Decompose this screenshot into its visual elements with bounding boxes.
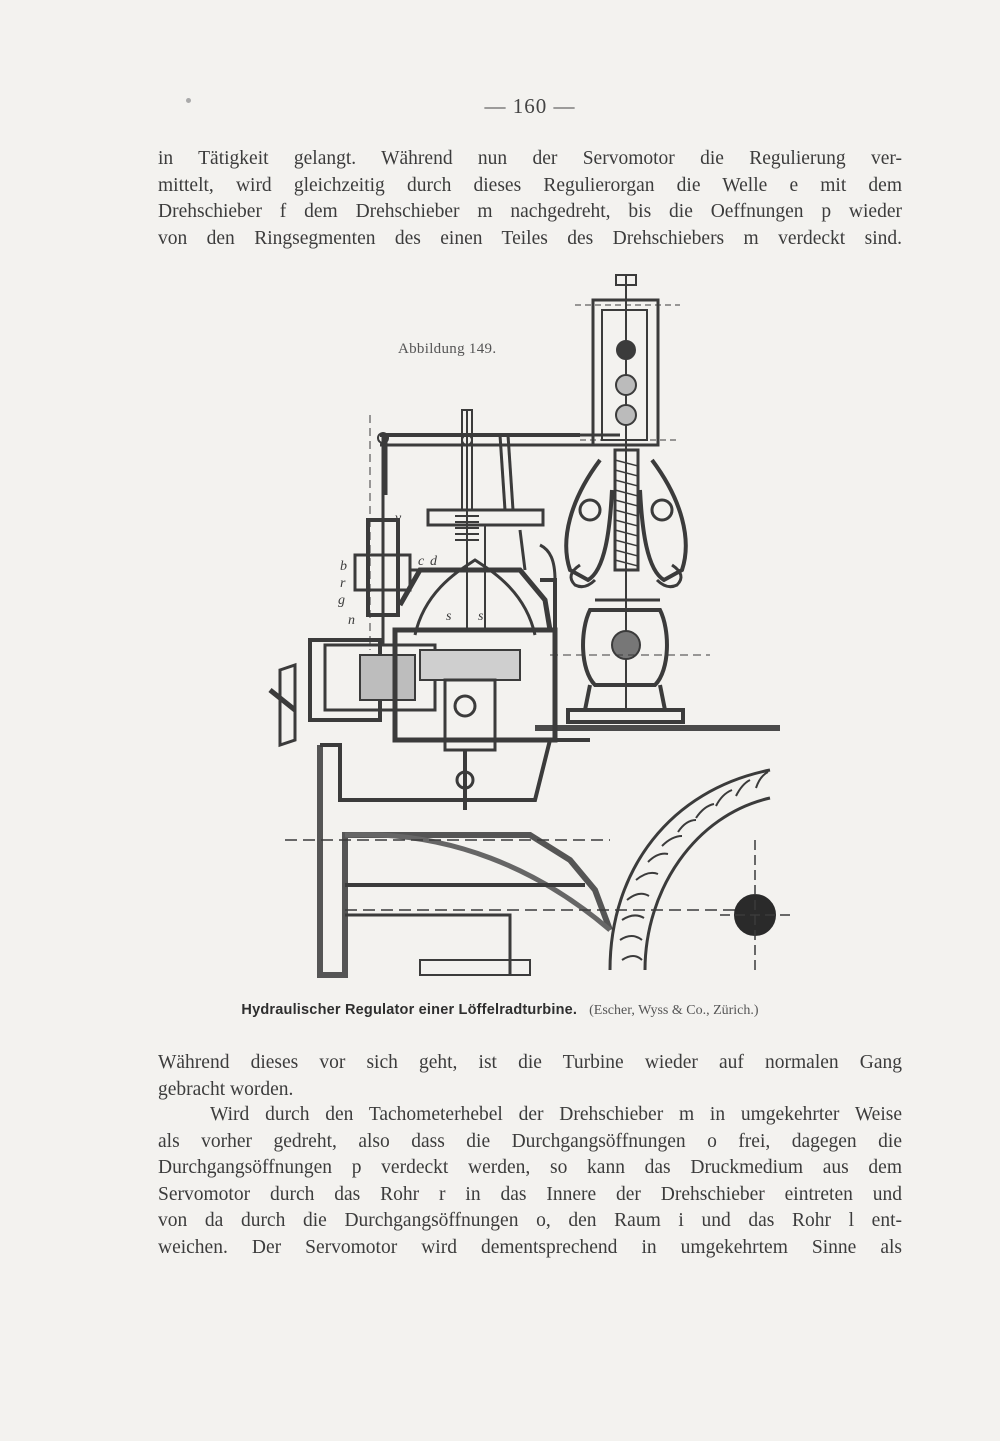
- linkage: [370, 410, 620, 650]
- paragraph-1: [158, 146, 902, 252]
- text-line: Während dieses vor sich geht, ist die Turbine wieder auf normalen Gang: [158, 1052, 902, 1073]
- page-number: — 160 —: [484, 94, 576, 118]
- label-d: d: [430, 554, 437, 569]
- text-line: als vorher gedreht, also dass die Durchgangsöffnungen o frei, dagegen die: [158, 1130, 902, 1152]
- label-n: n: [348, 613, 355, 628]
- text-line: von da durch die Durchgangsöffnungen o, den Raum i und das Rohr l ent-: [158, 1210, 902, 1231]
- paragraph-2: [158, 1050, 902, 1103]
- text-line: Servomotor durch das Rohr r in das Innere der Drehschieber eintreten und: [158, 1183, 902, 1205]
- paragraph-3: [158, 1102, 902, 1261]
- text-line: mittelt, wird gleichzeitig durch dieses Regulierorgan die Welle e mit dem: [158, 174, 902, 196]
- text-line: Durchgangsöffnungen p verdeckt werden, so kann das Druckmedium aus dem: [158, 1157, 902, 1178]
- figure-label: Abbildung 149.: [398, 341, 497, 357]
- text-line: Wird durch den Tachometerhebel der Drehschieber m in umgekehrter Weise: [210, 1104, 902, 1125]
- label-g: g: [338, 593, 345, 608]
- label-s-right: s: [478, 609, 484, 624]
- text-line: in Tätigkeit gelangt. Während nun der Servomotor die Regulierung ver-: [158, 148, 902, 169]
- text-line: weichen. Der Servomotor wird dementsprechend in umgekehrtem Sinne als: [158, 1236, 902, 1258]
- label-b: b: [340, 559, 347, 574]
- caption-source: (Escher, Wyss & Co., Zürich.): [589, 1003, 759, 1018]
- nozzle: [270, 640, 435, 745]
- pelton-wheel: [605, 765, 810, 990]
- turbine-housing: [285, 728, 780, 975]
- text-line: Drehschieber f dem Drehschieber m nachgedreht, bis die Oeffnungen p wieder: [158, 201, 902, 222]
- label-r: r: [340, 576, 346, 591]
- label-v: v: [395, 511, 402, 526]
- text-line: von den Ringsegmenten des einen Teiles des Drehschiebers m verdeckt sind.: [158, 227, 902, 249]
- caption-title: Hydraulischer Regulator einer Löffelradturbine.: [241, 1002, 578, 1018]
- turbine-regulator-drawing: [250, 270, 810, 990]
- figure-caption: [0, 1002, 1000, 1019]
- label-s-left: s: [446, 609, 452, 624]
- text-line: gebracht worden.: [158, 1078, 294, 1100]
- label-c: c: [418, 554, 425, 569]
- tachometer-governor: [550, 275, 710, 722]
